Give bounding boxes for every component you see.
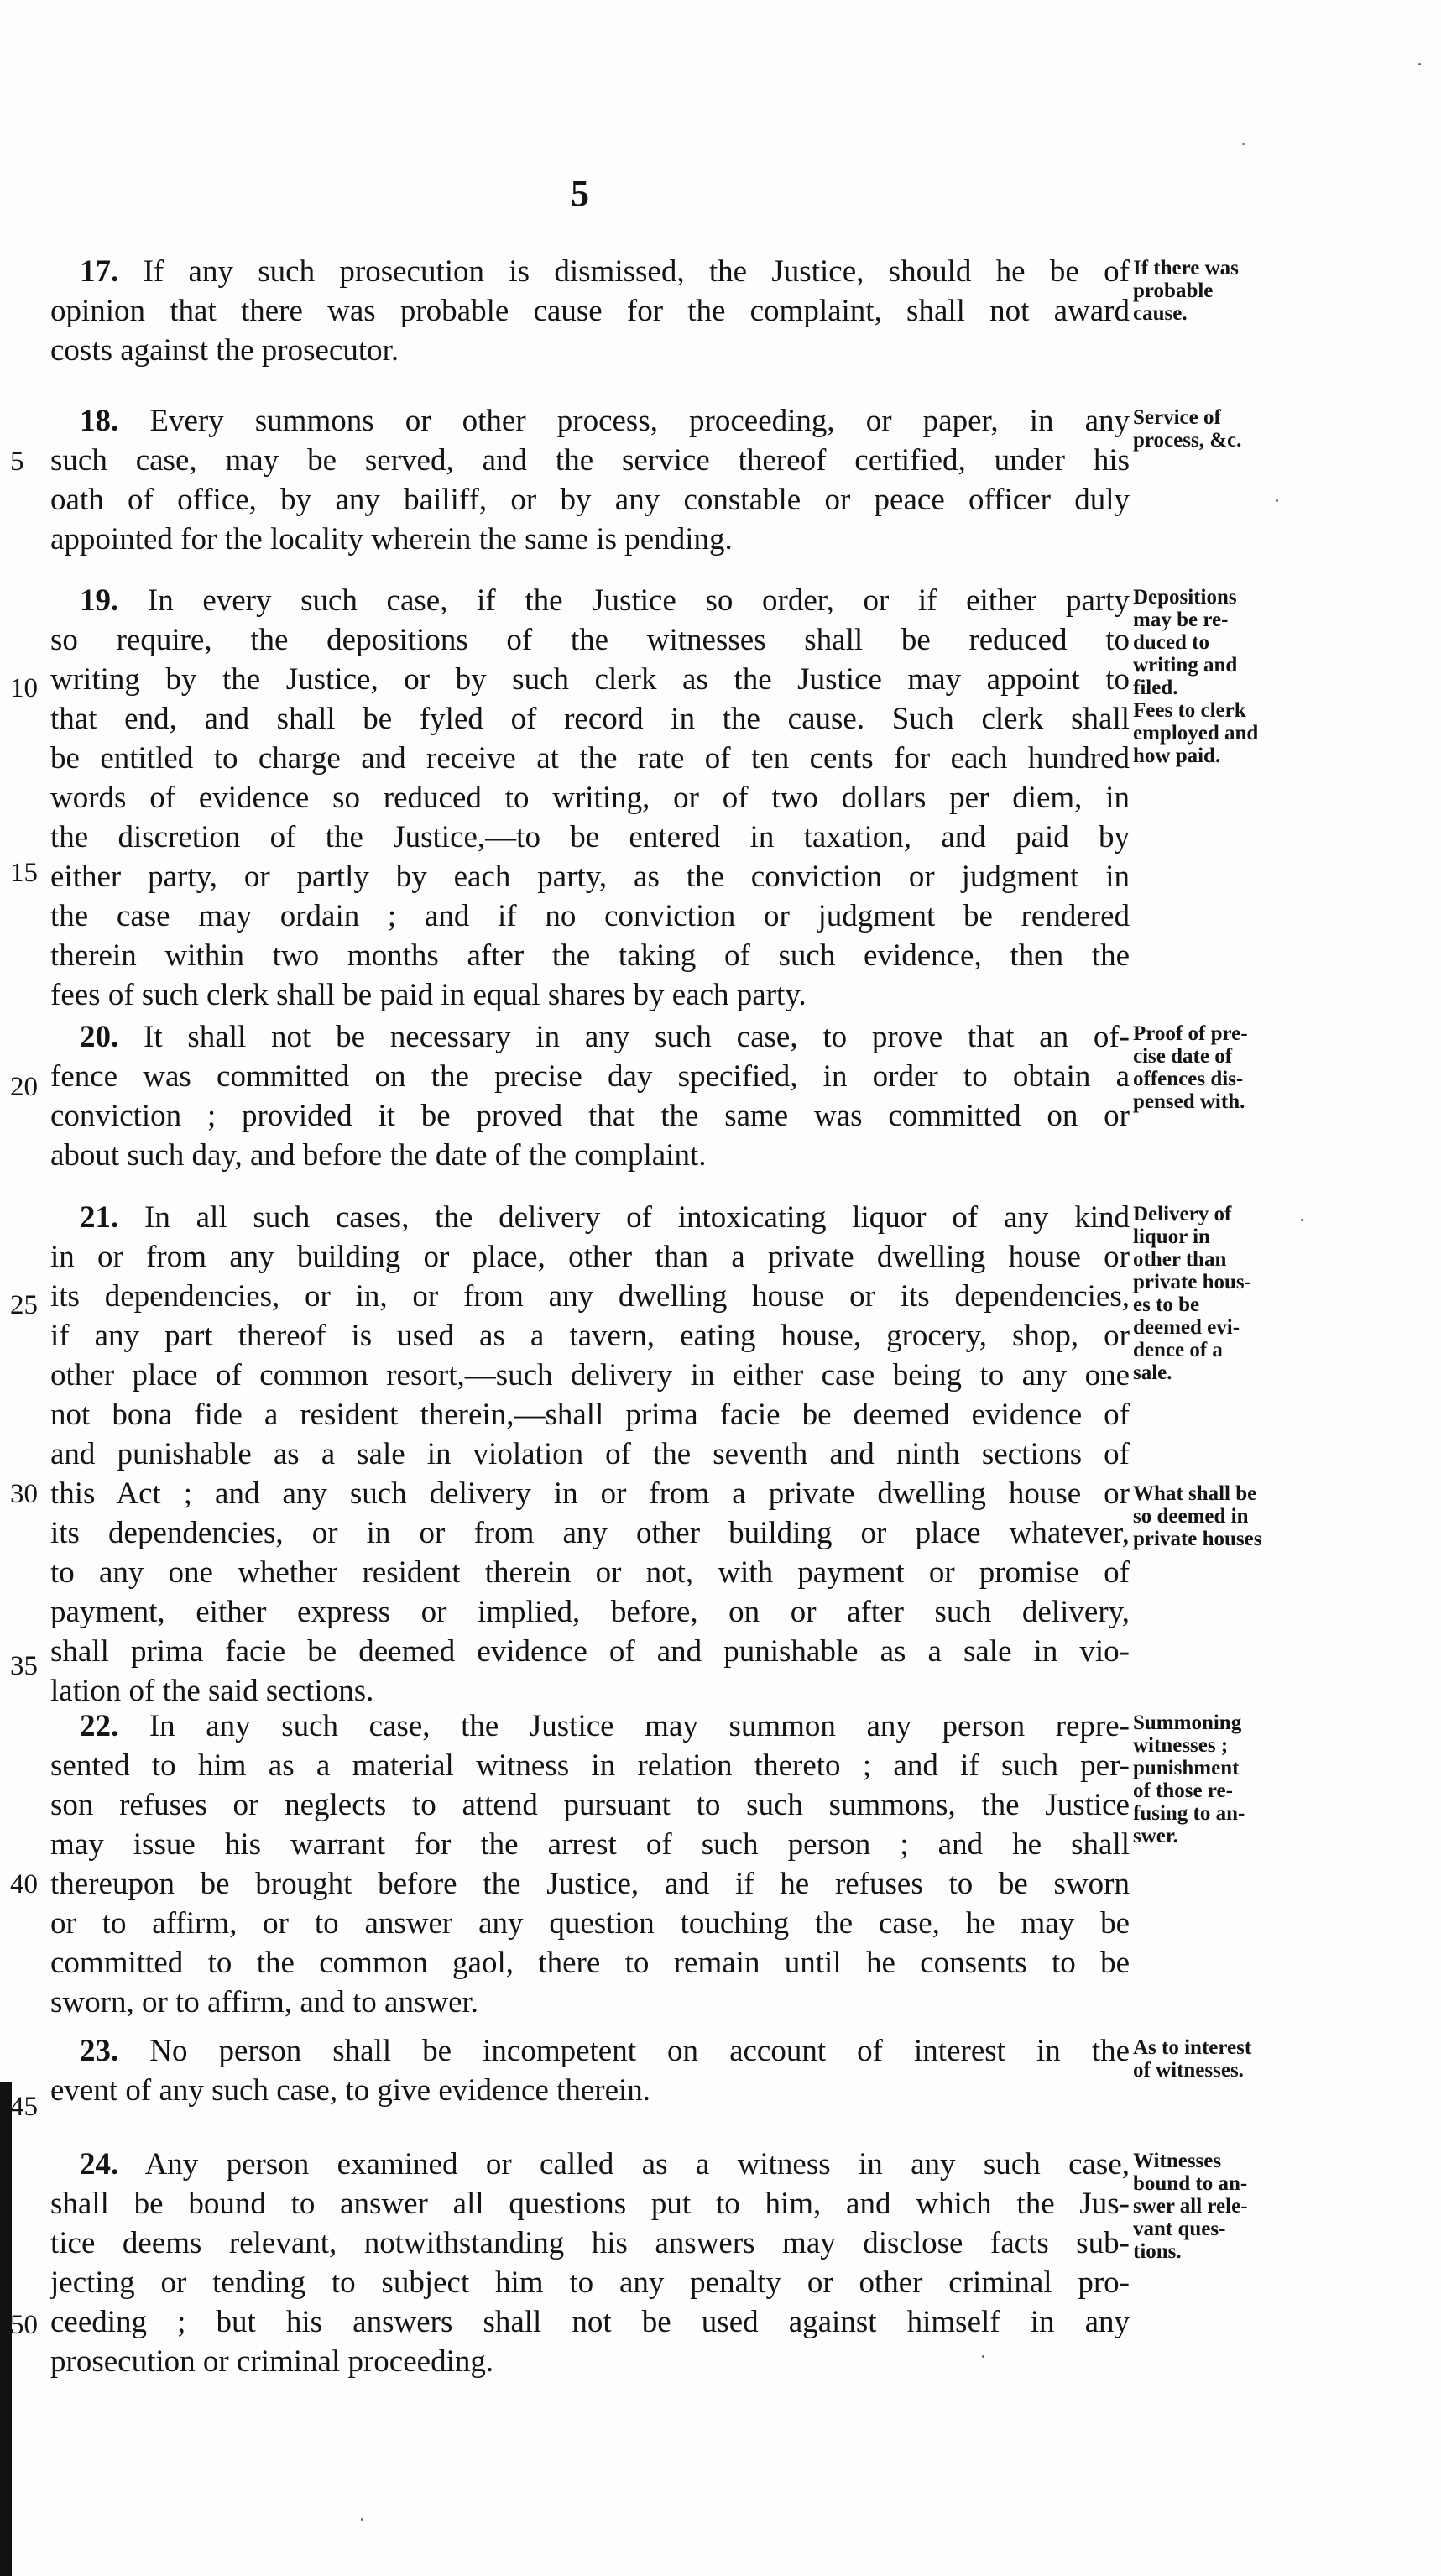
text-line [50, 778, 1130, 818]
line-text: about such day, and before the date of the complaint. [50, 1138, 707, 1173]
text-line [50, 620, 1130, 660]
margin-note-line: how paid. [1133, 745, 1221, 767]
line-text: either party, or partly by each party, as the conviction or judgment in [50, 860, 1130, 894]
text-line [50, 1474, 1130, 1513]
text-line [50, 1746, 1130, 1785]
margin-note-line: so deemed in [1133, 1505, 1249, 1528]
margin-note-line: es to be [1133, 1293, 1200, 1316]
section-19 [50, 581, 1130, 1015]
margin-note [1133, 586, 1313, 767]
margin-note-line: Witnesses [1133, 2150, 1222, 2172]
section-18 [50, 401, 1130, 559]
line-text: sworn, or to affirm, and to answer. [50, 1985, 479, 2020]
line-text: No person shall be incompetent on account of interest in the [118, 2034, 1130, 2068]
margin-note-line: probable [1133, 280, 1214, 302]
section-number: 23. [80, 2034, 119, 2068]
line-text: writing by the Justice, or by such clerk as the Justice may appoint to [50, 662, 1130, 697]
line-number: 10 [10, 673, 38, 703]
margin-note-line: of those re- [1133, 1779, 1233, 1802]
margin-note-line: other than [1133, 1248, 1227, 1271]
line-text: tice deems relevant, notwithstanding his answers may disclose facts sub- [50, 2226, 1130, 2260]
line-text: Any person examined or called as a witness in any such case, [118, 2147, 1130, 2182]
margin-note-line: pensed with. [1133, 1090, 1245, 1113]
text-line [50, 896, 1130, 936]
text-line [50, 1553, 1130, 1592]
margin-note [1133, 2150, 1313, 2263]
line-number: 25 [10, 1290, 38, 1320]
line-number: 30 [10, 1479, 38, 1509]
line-text: therein within two months after the taking of such evidence, then the [50, 938, 1130, 973]
line-text: shall prima facie be deemed evidence of and punishable as a sale in vio- [50, 1634, 1130, 1669]
margin-note-line: Depositions [1133, 586, 1237, 609]
margin-note-line: offences dis- [1133, 1068, 1244, 1090]
margin-note-line: writing and [1133, 654, 1238, 677]
line-text: shall be bound to answer all questions put to him, and which the Jus- [50, 2187, 1130, 2221]
line-text: the discretion of the Justice,—to be entered in taxation, and paid by [50, 820, 1130, 854]
line-text: If any such prosecution is dismissed, the Justice, should he be of [118, 254, 1130, 289]
margin-note-line: tions. [1133, 2240, 1182, 2263]
margin-note-line: process, &c. [1133, 429, 1242, 452]
text-line [50, 699, 1130, 739]
margin-note-line: swer all rele- [1133, 2195, 1248, 2218]
line-text: oath of office, by any bailiff, or by any constable or peace officer duly [50, 483, 1130, 517]
text-line [50, 2184, 1130, 2223]
line-text: Every summons or other process, proceeding, or paper, in any [118, 404, 1130, 438]
margin-note-line: filed. [1133, 677, 1178, 699]
section-20 [50, 1017, 1130, 1175]
line-text: lation of the said sections. [50, 1674, 374, 1708]
section-17 [50, 252, 1130, 370]
line-text: this Act ; and any such delivery in or from a private dwelling house or [50, 1476, 1130, 1511]
text-line [50, 2223, 1130, 2263]
margin-note-line: may be re- [1133, 609, 1229, 631]
margin-note-line: Proof of pre- [1133, 1022, 1248, 1045]
text-line [50, 1434, 1130, 1474]
text-line [50, 857, 1130, 896]
line-text: and punishable as a sale in violation of the seventh and ninth sections of [50, 1437, 1130, 1471]
line-text: event of any such case, to give evidence therein. [50, 2073, 651, 2108]
text-line [50, 1632, 1130, 1671]
line-text: its dependencies, or in or from any other building or place whatever, [50, 1516, 1130, 1550]
text-line [50, 739, 1130, 778]
text-line [50, 2145, 1130, 2184]
text-line [50, 1785, 1130, 1825]
page-number: 5 [571, 173, 589, 214]
line-text: not bona fide a resident therein,—shall prima facie be deemed evidence of [50, 1398, 1130, 1432]
text-line [50, 1057, 1130, 1096]
margin-note-line: duced to [1133, 631, 1209, 654]
line-text: It shall not be necessary in any such case, to prove that an of- [118, 1020, 1130, 1054]
text-line [50, 401, 1130, 441]
text-line [50, 2071, 1130, 2110]
line-text: jecting or tending to subject him to any penalty or other criminal pro- [50, 2265, 1130, 2300]
line-text: committed to the common gaol, there to remain until he consents to be [50, 1946, 1130, 1980]
text-line [50, 660, 1130, 699]
margin-note [1133, 1482, 1313, 1550]
margin-note-line: vant ques- [1133, 2218, 1226, 2240]
margin-note [1133, 406, 1313, 452]
line-text: the case may ordain ; and if no conviction or judgment be rendered [50, 899, 1130, 933]
margin-note-line: Summoning [1133, 1711, 1242, 1734]
margin-note-line: swer. [1133, 1825, 1178, 1847]
margin-note [1133, 1203, 1313, 1384]
margin-note-line: As to interest [1133, 2036, 1252, 2059]
text-line [50, 291, 1130, 331]
line-text: fence was committed on the precise day specified, in order to obtain a [50, 1059, 1130, 1094]
text-line [50, 1277, 1130, 1316]
margin-note-line: Fees to clerk [1133, 699, 1246, 722]
section-number: 17. [80, 254, 119, 289]
margin-note-line: fusing to an- [1133, 1802, 1245, 1825]
text-line [50, 1237, 1130, 1277]
line-text: thereupon be brought before the Justice, and if he refuses to be sworn [50, 1867, 1130, 1901]
text-line [50, 1671, 1130, 1711]
text-line [50, 1825, 1130, 1864]
text-line [50, 331, 1130, 370]
margin-note-line: If there was [1133, 257, 1239, 280]
line-text: words of evidence so reduced to writing, or of two dollars per diem, in [50, 781, 1130, 815]
line-text: In any such case, the Justice may summon any person repre- [118, 1709, 1130, 1743]
text-line [50, 1096, 1130, 1136]
line-text: In every such case, if the Justice so order, or if either party [118, 583, 1130, 618]
line-number: 50 [10, 2310, 38, 2340]
line-text: so require, the depositions of the witnesses shall be reduced to [50, 623, 1130, 657]
line-text: sented to him as a material witness in relation thereto ; and if such per- [50, 1748, 1130, 1783]
margin-note-line: private hous- [1133, 1271, 1251, 1293]
line-number: 45 [10, 2092, 38, 2122]
text-line [50, 1592, 1130, 1632]
line-text: appointed for the locality wherein the same is pending. [50, 522, 733, 556]
line-text: in or from any building or place, other than a private dwelling house or [50, 1240, 1130, 1274]
line-text: may issue his warrant for the arrest of such person ; and he shall [50, 1827, 1130, 1862]
margin-note-line: dence of a [1133, 1339, 1223, 1361]
line-number: 35 [10, 1651, 38, 1681]
line-text: that end, and shall be fyled of record in the cause. Such clerk shall [50, 702, 1130, 736]
section-23 [50, 2031, 1130, 2110]
line-text: son refuses or neglects to attend pursuant to such summons, the Justice [50, 1788, 1130, 1822]
text-line [50, 520, 1130, 559]
margin-note-line: liquor in [1133, 1225, 1210, 1248]
line-number: 5 [10, 447, 24, 477]
section-21 [50, 1198, 1130, 1711]
text-line [50, 441, 1130, 480]
margin-note-line: sale. [1133, 1361, 1172, 1384]
text-line [50, 1513, 1130, 1553]
text-line [50, 480, 1130, 520]
margin-note [1133, 1022, 1313, 1113]
margin-note-line: deemed evi- [1133, 1316, 1240, 1339]
margin-note-line: cause. [1133, 302, 1188, 325]
text-line [50, 1943, 1130, 1983]
margin-note-line: What shall be [1133, 1482, 1257, 1505]
text-line [50, 2342, 1130, 2381]
line-text: if any part thereof is used as a tavern, eating house, grocery, shop, or [50, 1319, 1130, 1353]
margin-note-line: punishment [1133, 1757, 1240, 1779]
line-text: In all such cases, the delivery of intoxicating liquor of any kind [118, 1200, 1130, 1235]
section-22 [50, 1706, 1130, 2022]
text-line [50, 2263, 1130, 2302]
line-number: 40 [10, 1869, 38, 1899]
line-text: prosecution or criminal proceeding. [50, 2344, 494, 2379]
text-line [50, 1983, 1130, 2022]
text-line [50, 252, 1130, 291]
line-number: 15 [10, 858, 38, 888]
text-line [50, 1904, 1130, 1943]
section-number: 22. [80, 1709, 119, 1743]
margin-note-line: bound to an- [1133, 2172, 1248, 2195]
text-line [50, 2031, 1130, 2071]
text-line [50, 818, 1130, 857]
line-text: fees of such clerk shall be paid in equal shares by each party. [50, 978, 807, 1012]
line-text: or to affirm, or to answer any question touching the case, he may be [50, 1906, 1130, 1941]
margin-note-line: cise date of [1133, 1045, 1233, 1068]
text-line [50, 1136, 1130, 1175]
margin-note-line: employed and [1133, 722, 1259, 745]
section-number: 18. [80, 404, 119, 438]
line-text: to any one whether resident therein or not, with payment or promise of [50, 1555, 1130, 1590]
line-text: other place of common resort,—such delivery in either case being to any one [50, 1358, 1130, 1393]
text-line [50, 581, 1130, 620]
margin-note-line: private houses [1133, 1528, 1262, 1550]
margin-note-line: Delivery of [1133, 1203, 1232, 1225]
margin-note [1133, 257, 1313, 325]
text-line [50, 1706, 1130, 1746]
line-text: its dependencies, or in, or from any dwelling house or its dependencies, [50, 1279, 1130, 1314]
text-line [50, 1198, 1130, 1237]
line-text: payment, either express or implied, before, on or after such delivery, [50, 1595, 1130, 1629]
section-number: 24. [80, 2147, 119, 2182]
text-line [50, 975, 1130, 1015]
text-line [50, 1316, 1130, 1356]
text-line [50, 1864, 1130, 1904]
margin-note-line: of witnesses. [1133, 2059, 1244, 2082]
line-text: ceeding ; but his answers shall not be used against himself in any [50, 2305, 1130, 2339]
text-line [50, 1356, 1130, 1395]
section-number: 20. [80, 1020, 119, 1054]
line-text: such case, may be served, and the service thereof certified, under his [50, 443, 1130, 478]
margin-note-line: Service of [1133, 406, 1221, 429]
line-text: opinion that there was probable cause for the complaint, shall not award [50, 294, 1130, 328]
margin-note [1133, 2036, 1313, 2082]
text-line [50, 1395, 1130, 1434]
text-line [50, 1017, 1130, 1057]
line-text: costs against the prosecutor. [50, 333, 399, 368]
line-text: conviction ; provided it be proved that the same was committed on or [50, 1099, 1130, 1133]
section-24 [50, 2145, 1130, 2381]
section-number: 21. [80, 1200, 119, 1235]
line-text: be entitled to charge and receive at the rate of ten cents for each hundred [50, 741, 1130, 776]
margin-note [1133, 1711, 1313, 1847]
text-line [50, 2302, 1130, 2342]
text-line [50, 936, 1130, 975]
line-number: 20 [10, 1072, 38, 1102]
margin-note-line: witnesses ; [1133, 1734, 1229, 1757]
section-number: 19. [80, 583, 119, 618]
